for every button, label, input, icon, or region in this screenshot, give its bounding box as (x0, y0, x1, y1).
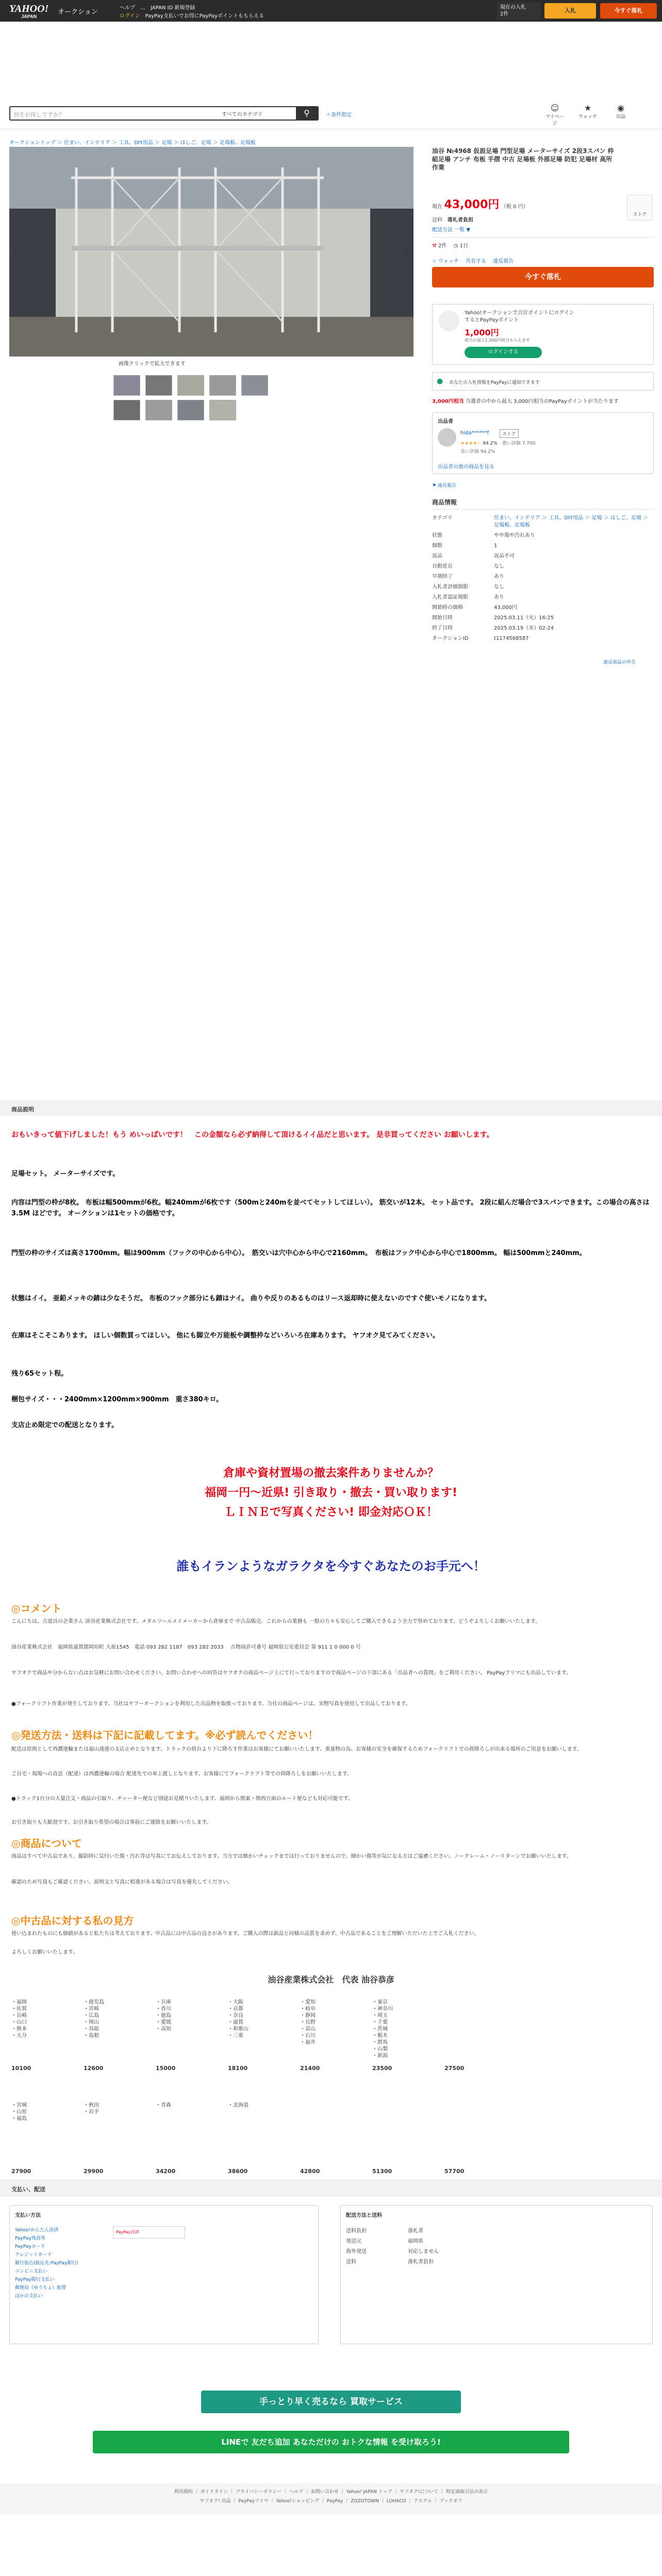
footer-links[interactable]: 利用規約 ｜ ガイドライン ｜ プライバシーポリシー ｜ ヘルプ ｜ お問い合わせ ｜ Yahoo! JAPAN トップ ｜ ヤフオク!について ｜ 特定商取引法の表示 ヤフオク! 出品 ｜ PayPayフリマ ｜ Yahoo!ショッピング ｜ PayPay ｜ ZOZOTOWN ｜ LOHACO ｜ アスクル ｜ ブックオフ (0, 2483, 662, 2514)
info-key: 送料 (346, 2259, 356, 2265)
payment-method[interactable]: コンビニ支払い (15, 2269, 48, 2274)
info-value: あり (494, 574, 504, 580)
info-row (432, 603, 654, 613)
buy-now-button[interactable]: 今すぐ落札 (432, 267, 654, 287)
rate-column (11, 2102, 78, 2175)
info-key: 終了日時 (432, 625, 453, 631)
image-caption: 画像クリックで拡大できます (119, 361, 186, 367)
comment-text-3: ヤフオクで商品や分からない点はお気軽にお問い合わせください。お問い合わせへの回答はヤフオクの商品ページ上にて行っておりますので商品ページの下部にある「出品者への質問」をご利用ください。 PayPayフリマにも出品しています。 (11, 1670, 572, 1676)
rate-price: 27500 (444, 2065, 465, 2072)
rate-areas (444, 1999, 511, 2061)
rate-areas: ・東京 ・神奈川 ・埼玉 ・千葉 ・茨城 ・栃木 ・群馬 ・山梨 ・新潟 (372, 1999, 393, 2059)
current-price: 43,000円 (444, 198, 500, 211)
hammer-icon: ⚒ (432, 243, 437, 249)
comment-text-4: ●フォークリフト作業が発生しております。当社はヤフーオークションを利用した出品物を取扱っております。当社の商品ページは、実物写真を使用して出品しております。 (11, 1701, 411, 1707)
info-key: 送料負担 (346, 2228, 367, 2234)
paypay-icon (439, 311, 459, 331)
thumbnail[interactable] (241, 375, 268, 396)
desc-p7: 梱包サイズ・・・2400mm×1200mm×900mm 重さ380キロ。 (11, 1396, 223, 1403)
user-icon: ☺ (550, 103, 559, 113)
info-row (432, 572, 654, 582)
rate-areas: ・兵庫 ・香川 ・徳島 ・愛媛 ・高知 (156, 1999, 171, 2032)
info-value: 福岡県 (408, 2239, 423, 2244)
rate-column (300, 2102, 367, 2175)
promo-4: 誰もイランようなガラクタを今すぐあなたのお手元へ！ (176, 1559, 486, 1573)
shipping-methods-link[interactable]: 配送方法 一覧 ▼ (432, 227, 471, 233)
shipping-info-box: 配送方法と送料 送料負担 落札者 発送元 福岡県 海外発送 対応しません 送料 落札者負担 (340, 2205, 653, 2344)
clock-icon: ◷ (453, 243, 458, 249)
info-key: 開始時の価格 (432, 605, 463, 611)
info-row (346, 2236, 645, 2247)
thumbnail[interactable] (113, 400, 140, 420)
next-image-arrow[interactable]: › (403, 242, 409, 259)
goods-title: ◎商品について (11, 1837, 82, 1850)
info-value: 落札者負担 (408, 2259, 434, 2265)
rate-column (228, 2102, 295, 2175)
rate-column (300, 1999, 367, 2072)
rate-areas (372, 2102, 439, 2164)
rate-column (372, 2102, 439, 2175)
rate-areas: ・宮城 ・山形 ・福島 (11, 2103, 27, 2122)
rate-areas: ・愛知 ・岐阜 ・静岡 ・長野 ・富山 ・石川 ・福井 (300, 1999, 316, 2045)
bid-button[interactable]: 入札 (544, 3, 596, 19)
comment-text: こんにちは。古道具の企業さん 油谷産業株式会社です。メタルツールメイメーカーから倉庫まで 中古品販売、これからの業務も 一般の方々も安心してご購入できるよう全力で努めております。どうぞよろしくお願いいたします。 (11, 1619, 541, 1624)
shipping-text-4: お引き取りも大歓迎です。お引き取り希望の場合は事前にご連絡をお願いいたします。 (11, 1820, 212, 1825)
desc-p5: 在庫はそこそこあります。 ほしい個数買ってほしい。 他にも脚立や万能板や調整枠などいろいろ在庫あります。 ヤフオク見てみてください。 (11, 1332, 440, 1340)
rate-price: 27900 (11, 2168, 31, 2175)
info-row (432, 551, 654, 562)
promo-3: ＬＩＮＥで写真ください! 即金対応ＯＫ！ (224, 1506, 438, 1519)
rate-areas (444, 2102, 511, 2164)
rate-column (84, 1999, 151, 2072)
rate-column (372, 1999, 439, 2072)
info-value: 43,000円 (494, 605, 517, 611)
sell-link[interactable]: ◉ 出品 (610, 103, 631, 120)
rate-price: 12600 (84, 2065, 104, 2072)
rate-areas (300, 2102, 367, 2164)
shipping-title: ◎発送方法・送料は下記に記載してます。※必ず読んでください！ (11, 1729, 319, 1741)
rate-column (156, 1999, 223, 2072)
payment-method[interactable]: PayPay残高等 (15, 2236, 45, 2241)
payment-methods-box: 支払い方法 Yahoo!かんたん決済 PayPay残高等 PayPayカード クレジットカード 銀行振込(振込先:PayPay銀行) コンビニ支払い PayPay銀行支払い 郵便局（ゆうちょ）振替 ほかの支払い PayPay決済 (9, 2205, 319, 2344)
rate-areas: ・福岡 ・佐賀 ・長崎 ・山口 ・熊本 ・大分 (11, 1999, 27, 2039)
goods-text-2: 確認のため写真もご確認ください。説明文と写真に相違がある場合は写真を優先してください。 (11, 1879, 233, 1885)
header-login-line: ログイン PayPay支払いでお得にPayPayポイントももらえる (120, 13, 264, 19)
info-key: カテゴリ (432, 515, 453, 521)
info-row (432, 634, 654, 644)
info-key: 返品 (432, 553, 442, 559)
payment-methods-list (15, 2226, 78, 2300)
desc-p8: 支店止め限定での配送となります。 (11, 1421, 118, 1429)
points-amount: 1,000円 (465, 328, 499, 337)
watch-link[interactable]: ★ ウォッチ (577, 103, 598, 120)
info-key: 入札者評価制限 (432, 584, 468, 590)
info-value: 対応しません (408, 2249, 439, 2255)
rate-price: 21400 (300, 2065, 320, 2072)
info-row (432, 623, 654, 634)
item-info-table (432, 513, 654, 644)
desc-p4: 状態はイイ。 亜鉛メッキの錆は少なそうだ。 布板のフック部分にも錆はナイ。 曲りや反りのあるものはリース返却時に使えないのですぐ使いモノになります。 (11, 1295, 491, 1302)
buy-now-top-button[interactable]: 今すぐ落札 (600, 3, 657, 19)
rate-column (444, 2102, 511, 2175)
info-value: やや傷や汚れあり (494, 533, 535, 538)
payment-method[interactable]: 銀行振込(振込先:PayPay銀行) (15, 2261, 78, 2266)
prev-image-arrow[interactable]: ‹ (12, 242, 19, 259)
info-key: 開始日時 (432, 615, 453, 621)
rate-column (228, 1999, 295, 2072)
promo-2: 福岡一円〜近県! 引き取り・撤去・買い取ります! (205, 1486, 457, 1499)
shipping-text: 配送は原則として西濃運輸または福山通運の支店止めとなります。トラックの荷台より下に降ろす作業はお客様にてお願いいたします。重量物の為、お客様の安全を確保するためフォークリフトでの荷降ろしが出来る場所のご用意をお願いします。 (11, 1747, 582, 1752)
info-value: 返品不可 (494, 553, 515, 559)
goods-text: 商品はすべて中古品であり、撮影時に気付いた傷・汚れ等は写真にてお伝えしております。当方では細かいチェックまでは行っておりませんので、細かい傷等が気になる方はご遠慮ください。ノークレーム・ノーリターンでお願いいたします。 (11, 1854, 572, 1859)
paypay-notify-banner[interactable]: ● あなたの入札情報をPayPayに通知できます (432, 372, 654, 391)
payment-method[interactable]: クレジットカード (15, 2252, 52, 2258)
search-category-select[interactable]: すべてのカテゴリ (222, 112, 263, 117)
paypay-card-icon: PayPay決済 (113, 2226, 185, 2239)
thumbnail[interactable] (177, 375, 204, 396)
watch-button[interactable]: ☆ ウォッチ (432, 259, 459, 264)
campaign-row[interactable]: 3,000円相当 当選者の中から最大 3,000円相当のPayPayポイントが当たります (432, 399, 619, 404)
thumbnail[interactable] (145, 375, 172, 396)
info-value: 落札者 (408, 2228, 423, 2234)
info-row (432, 531, 654, 541)
info-value: なし (494, 584, 504, 590)
info-row (432, 562, 654, 572)
rate-column (444, 1999, 511, 2072)
info-key: 早期終了 (432, 574, 453, 580)
thumbnail[interactable] (145, 400, 172, 420)
payment-method[interactable]: PayPay銀行支払い (15, 2277, 55, 2282)
info-key: オークションID (432, 636, 469, 641)
yahoo-logo[interactable]: YAHOO! JAPAN (9, 3, 49, 19)
desc-lead: おもいきって値下げしました！もう めいっぱいです！ この金額なら必ず納得して頂けるイイ品だと思います。 是非買ってください お願いします。 (11, 1131, 494, 1139)
info-value[interactable]: 住まい、インテリア ＞ 工具、DIY用品 ＞ 足場 ＞ はしご、足場 ＞ 足場板、足場板 (494, 515, 649, 528)
rate-areas: ・北海道 (228, 2103, 249, 2108)
thumbnail[interactable] (209, 400, 236, 420)
payment-method[interactable]: ほかの支払い (15, 2294, 43, 2299)
info-row (432, 513, 654, 531)
payment-header: 支払い、配送 (0, 2179, 662, 2197)
comment-title: ◎コメント (11, 1602, 62, 1615)
rate-column (11, 1999, 78, 2072)
rate-price: 38600 (228, 2168, 248, 2175)
company-signature: 油谷産業株式会社 代表 油谷恭彦 (268, 1975, 394, 1985)
promo-1: 倉庫や資材置場の撤去案件ありませんか？ (223, 1467, 439, 1480)
rate-areas: ・鹿児島 ・宮崎 ・広島 ・岡山 ・鳥取 ・島根 (84, 1999, 104, 2039)
rate-column (156, 2102, 223, 2175)
info-key: 自動延長 (432, 564, 453, 569)
buy-service-banner[interactable]: 手っとり早く売るなら 買取サービス (201, 2391, 461, 2413)
scaffold-photo (9, 147, 413, 357)
report-link[interactable]: 違反報告 (493, 259, 514, 264)
store-badge: ストア (627, 195, 653, 221)
rate-price: 57700 (444, 2168, 465, 2175)
view-text-2: よろしくお願いいたします。 (11, 1950, 78, 1955)
search-input[interactable]: 何をお探しですか？ すべてのカテゴリ ⚲ (9, 106, 319, 121)
info-value: なし (494, 564, 504, 569)
view-text: 使い込まれたものにも価値があると私たちは考えております。中古品には中古品の良さがあります。ご購入の際は新品と同様の品質を求めず、中古品であることをご理解いただいた上でご入札ください。 (11, 1931, 479, 1937)
seller-box: 出品者 hida******f ストア ★★★★☆ 94.2% 悪い評価 7,700 良い評価 94.2% 出品者の他の商品を見る (432, 412, 654, 474)
price-row: 現在 43,000円 （税 0 円） (432, 198, 528, 211)
shipping-info-table (346, 2226, 645, 2267)
camera-icon: ◉ (617, 103, 624, 113)
thumbnail[interactable] (209, 375, 236, 396)
info-row (432, 541, 654, 551)
info-key: 発送元 (346, 2239, 361, 2244)
search-icon[interactable]: ⚲ (296, 107, 318, 120)
info-key: 海外発送 (346, 2249, 367, 2255)
rate-price: 10100 (11, 2065, 31, 2072)
shipping-row: 送料 落札者負担 配送方法 一覧 ▼ (432, 217, 473, 233)
payment-method[interactable]: 郵便局（ゆうちょ）振替 (15, 2285, 67, 2291)
store-tag: ストア (500, 429, 519, 438)
shipping-text-3: ●トラック1台分の大量注文・商品の引取り、チャーター便など別途お見積りいたします。福岡から関東・関西方面のルート便なども対応可能です。 (11, 1796, 353, 1802)
current-bid-box: 現在の入札 2件 (497, 2, 540, 20)
header-links[interactable]: ヘルプ … JAPAN ID 新規登録 (120, 5, 195, 11)
rate-price: 23500 (372, 2065, 392, 2072)
info-row (432, 592, 654, 603)
paypay-login-box: Yahoo!オークションで合計ポイントにログインするとPayPayポイント 1,000円 相当が最大1,000円相当もらえます ログインする (432, 304, 654, 365)
desc-p2: 内容は門型の枠が8枚。 布板は幅500mmが6枚。幅240mmが6枚です（500mと240mを並べてセットしてほしい）。 筋交いが12本。 セット品です。 2段に組んだ場合で3スパンできます。この場合の高さは3.5M ほどです。 オークションは1セットの価格です。 (11, 1199, 650, 1217)
desc-p1: 足場セット。 メーターサイズです。 (11, 1170, 120, 1178)
login-link[interactable]: ログイン (120, 13, 140, 19)
paypay-login-button[interactable]: ログインする (465, 347, 542, 358)
info-row (432, 613, 654, 623)
bid-status-row: ⚒ 2件 ◷ 1日 (432, 243, 469, 249)
star-icon: ★ (584, 103, 592, 113)
info-value: t1174568587 (494, 636, 529, 641)
item-title: 油谷 №4968 仮設足場 門型足場 メーターサイズ 2段3スパン 枠組足場 アンチ 布板 手摺 中古 足場板 外部足場 防犯 足場材 高所 作業 (432, 147, 614, 171)
rate-price: 29900 (84, 2168, 104, 2175)
top-bar (0, 0, 662, 22)
main-product-image[interactable] (9, 147, 413, 357)
info-row (346, 2257, 645, 2267)
info-key: 入札者認証制限 (432, 595, 468, 600)
thumbnail[interactable] (177, 400, 204, 420)
rate-price: 34200 (156, 2168, 176, 2175)
description-header: 商品説明 (0, 1100, 662, 1116)
action-row (432, 257, 514, 264)
info-row (346, 2226, 645, 2236)
item-info-title: 商品情報 (432, 499, 457, 506)
line-friend-banner[interactable]: LINEで 友だち追加 あなただけの おトクな情報 を受け取ろう! (93, 2431, 569, 2453)
info-row (432, 582, 654, 592)
desc-p6: 残り65セット程。 (11, 1370, 68, 1378)
info-value: 1 (494, 543, 498, 549)
violation-report-link[interactable]: 違反商品の申告 (603, 660, 636, 665)
info-row (346, 2247, 645, 2257)
info-value: あり (494, 595, 504, 600)
detail-search-link[interactable]: ＋条件指定 (326, 112, 352, 118)
share-button[interactable]: 共有する (465, 259, 486, 264)
divider (432, 509, 654, 510)
notify-icon: ● (437, 377, 443, 385)
rate-price: 42800 (300, 2168, 320, 2175)
avatar[interactable] (438, 428, 456, 447)
divider (432, 237, 654, 238)
seller-other-items-link[interactable]: 出品者の他の商品を見る (438, 464, 494, 470)
seller-rating: ★★★★☆ 94.2% 悪い評価 7,700 (460, 441, 536, 446)
service-name[interactable]: オークション (58, 8, 98, 16)
info-value: 2025.03.11（火）16:25 (494, 615, 554, 621)
rate-areas: ・秋田 ・岩手 (84, 2103, 99, 2115)
desc-p3: 門型の枠のサイズは高さ1700mm。幅は900mm（フックの中心から中心）。 筋交いは穴中心から中心で2160mm。 布板はフック中心から中心で1800mm。 幅は500mmと240mm。 (11, 1249, 586, 1257)
seller-name[interactable]: hida******f (460, 430, 489, 436)
comment-company: 油谷産業株式会社 福岡県遠賀郡岡垣町 大坂1545 電話 093 282 1187 093 282 2033 古物商許可番号 福岡県公安委員会 第 911 1 0 000 0 号 (11, 1645, 361, 1650)
mypage-link[interactable]: ☺ マイページ (544, 103, 565, 126)
rate-areas: ・青森 (156, 2103, 171, 2108)
info-key: 状態 (432, 533, 442, 538)
thumbnail[interactable] (113, 375, 140, 396)
rate-price: 18100 (228, 2065, 248, 2072)
rate-price: 15000 (156, 2065, 176, 2072)
breadcrumb[interactable]: オークショントップ ＞ 住まい、インテリア ＞ 工具、DIY用品 ＞ 足場 ＞ はしご、足場 ＞ 足場板、足場板 (9, 140, 256, 146)
shipping-text-2: ご自宅・現場への直送（配達）は西濃運輸の場合 配達先での車上渡しとなります。お客様にてフォークリフト等での荷降ろしをお願いいたします。 (11, 1771, 353, 1777)
rate-column (84, 2102, 151, 2175)
payment-method[interactable]: Yahoo!かんたん決済 (15, 2228, 59, 2233)
info-value: 2025.03.19（水）02:24 (494, 625, 554, 631)
payment-method[interactable]: PayPayカード (15, 2244, 45, 2249)
header-nav (0, 22, 662, 99)
view-title: ◎中古品に対する私の見方 (11, 1914, 134, 1927)
rate-areas: ・大阪 ・京都 ・奈良 ・滋賀 ・和歌山 ・三重 (228, 1999, 249, 2039)
rate-price: 51300 (372, 2168, 392, 2175)
report-seller-link[interactable]: ⚑ 違反報告 (432, 483, 456, 488)
info-key: 個数 (432, 543, 442, 549)
